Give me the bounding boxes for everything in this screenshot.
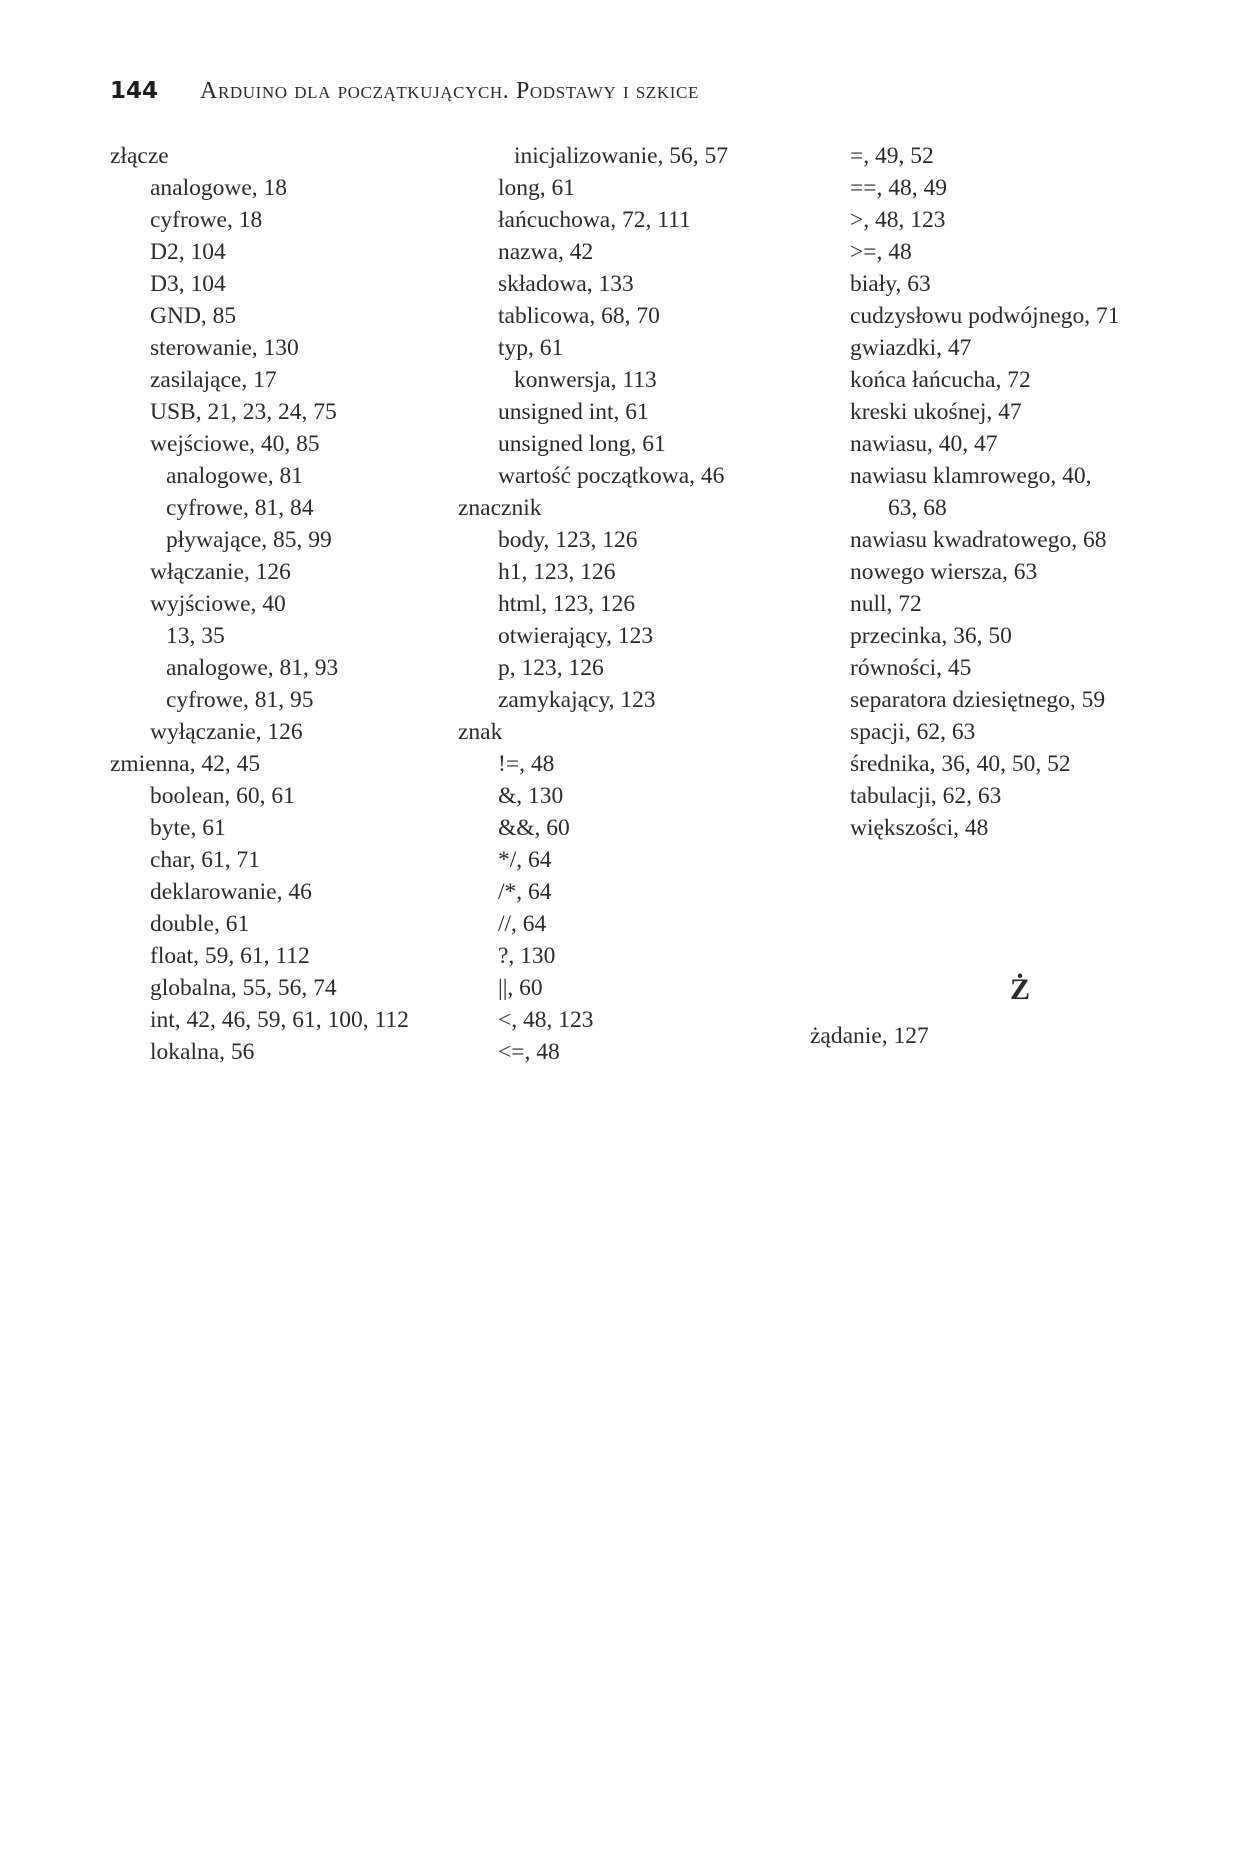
page-header	[110, 78, 699, 114]
index-column-2	[458, 140, 788, 1068]
index-entry-sub: char, 61, 71	[150, 847, 260, 873]
index-entry-sub: wejściowe, 40, 85	[150, 431, 320, 457]
index-entry-sub: byte, 61	[150, 815, 226, 841]
index-entry-sub: boolean, 60, 61	[150, 783, 295, 809]
section-letter: Ż	[1009, 973, 1030, 1006]
index-entry-sub: unsigned long, 61	[498, 431, 666, 457]
index-entry-sub: h1, 123, 126	[498, 559, 616, 585]
index-entry-sub: cyfrowe, 81, 84	[166, 495, 314, 521]
index-entry-main: złącze	[110, 143, 169, 169]
index-entry-sub: float, 59, 61, 112	[150, 943, 310, 969]
index-entry-sub: otwierający, 123	[498, 623, 654, 649]
index-entry-sub: unsigned int, 61	[498, 399, 649, 425]
index-entry-sub: <, 48, 123	[498, 1007, 594, 1033]
index-entry-sub: body, 123, 126	[498, 527, 638, 553]
index-entry-main: zmienna, 42, 45	[110, 751, 261, 777]
index-entry-sub: tablicowa, 68, 70	[498, 303, 660, 329]
index-entry-sub: analogowe, 18	[150, 175, 288, 201]
index-entry-sub: większości, 48	[850, 815, 989, 841]
index-entry-sub: konwersja, 113	[514, 367, 657, 393]
index-entry-sub: typ, 61	[498, 335, 564, 361]
index-entry-sub: lokalna, 56	[150, 1039, 255, 1065]
index-entry-sub: //, 64	[498, 911, 547, 937]
index-entry-sub: int, 42, 46, 59, 61, 100, 112	[150, 1007, 409, 1033]
index-entry-sub: p, 123, 126	[498, 655, 604, 681]
index-entry-sub: !=, 48	[498, 751, 555, 777]
index-entry-sub: double, 61	[150, 911, 250, 937]
index-entry-sub: wartość początkowa, 46	[498, 463, 725, 489]
index-entry-sub: html, 123, 126	[498, 591, 636, 617]
index-entry-sub: analogowe, 81, 93	[166, 655, 339, 681]
index-entry-sub: równości, 45	[850, 655, 972, 681]
page-number: 144	[110, 78, 159, 104]
index-entry-sub: ==, 48, 49	[850, 175, 948, 201]
index-column-1	[110, 140, 450, 1068]
index-entry-main: żądanie, 127	[810, 1023, 929, 1049]
index-entry-sub: łańcuchowa, 72, 111	[498, 207, 691, 233]
index-entry-sub: GND, 85	[150, 303, 237, 329]
index-entry-sub: gwiazdki, 47	[850, 335, 972, 361]
index-entry-sub: spacji, 62, 63	[850, 719, 976, 745]
index-entry-main: znak	[458, 719, 503, 745]
index-entry-sub: deklarowanie, 46	[150, 879, 312, 905]
section-z-entries	[810, 1020, 1230, 1052]
index-entry-sub: &, 130	[498, 783, 564, 809]
index-entry-sub: cyfrowe, 81, 95	[166, 687, 314, 713]
index-entry-sub: USB, 21, 23, 24, 75	[150, 399, 337, 425]
index-entry-sub: separatora dziesiętnego, 59	[850, 687, 1106, 713]
index-entry-sub: nawiasu kwadratowego, 68	[850, 527, 1107, 553]
index-entry-sub: cudzysłowu podwójnego, 71	[850, 303, 1120, 329]
index-entry-sub: >=, 48	[850, 239, 912, 265]
index-entry-sub: końca łańcucha, 72	[850, 367, 1031, 393]
index-entry-sub: wyłączanie, 126	[150, 719, 303, 745]
index-entry-sub: włączanie, 126	[150, 559, 291, 585]
index-entry-sub: =, 49, 52	[850, 143, 934, 169]
index-entry-sub: przecinka, 36, 50	[850, 623, 1012, 649]
index-entry-sub: wyjściowe, 40	[150, 591, 286, 617]
index-entry-sub: globalna, 55, 56, 74	[150, 975, 337, 1001]
index-entry-sub: analogowe, 81	[166, 463, 304, 489]
index-entry-sub: D2, 104	[150, 239, 226, 265]
index-entry-sub: D3, 104	[150, 271, 226, 297]
index-entry-sub: nawiasu klamrowego, 40,	[850, 463, 1092, 489]
index-entry-sub: 63, 68	[888, 495, 947, 521]
index-entry-sub: biały, 63	[850, 271, 931, 297]
index-entry-sub: sterowanie, 130	[150, 335, 299, 361]
index-entry-sub: średnika, 36, 40, 50, 52	[850, 751, 1071, 777]
index-entry-sub: nowego wiersza, 63	[850, 559, 1038, 585]
index-entry-sub: kreski ukośnej, 47	[850, 399, 1022, 425]
index-entry-sub: zasilające, 17	[150, 367, 277, 393]
index-section-z	[810, 938, 1230, 1052]
index-entry-sub: nawiasu, 40, 47	[850, 431, 998, 457]
running-title: Arduino dla początkujących. Podstawy i szkice	[200, 78, 699, 104]
index-entry-sub: long, 61	[498, 175, 576, 201]
index-entry-sub: <=, 48	[498, 1039, 560, 1065]
index-entry-main: znacznik	[458, 495, 542, 521]
index-entry-sub: &&, 60	[498, 815, 570, 841]
index-entry-sub: */, 64	[498, 847, 552, 873]
index-entry-sub: inicjalizowanie, 56, 57	[514, 143, 729, 169]
index-entry-sub: składowa, 133	[498, 271, 634, 297]
index-entry-sub: /*, 64	[498, 879, 552, 905]
index-entry-sub: nazwa, 42	[498, 239, 594, 265]
index-entry-sub: cyfrowe, 18	[150, 207, 263, 233]
index-entry-sub: ?, 130	[498, 943, 556, 969]
index-entry-sub: zamykający, 123	[498, 687, 656, 713]
index-entry-sub: >, 48, 123	[850, 207, 946, 233]
index-entry-sub: null, 72	[850, 591, 922, 617]
index-entry-sub: 13, 35	[166, 623, 225, 649]
index-entry-sub: ||, 60	[498, 975, 543, 1001]
index-entry-sub: tabulacji, 62, 63	[850, 783, 1002, 809]
index-column-3	[810, 140, 1230, 844]
index-entry-sub: pływające, 85, 99	[166, 527, 332, 553]
